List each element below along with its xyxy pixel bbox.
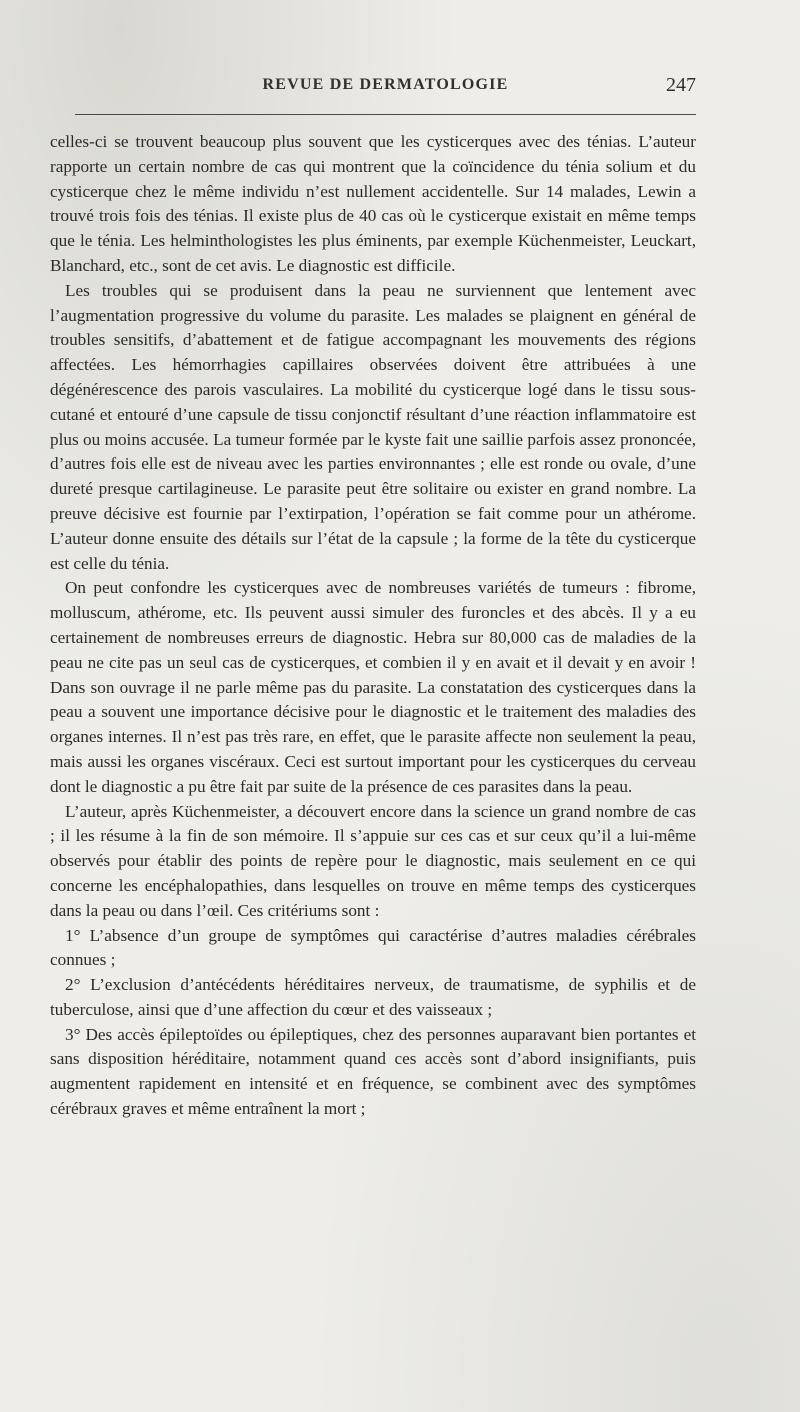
paragraph-continuation: celles-ci se trouvent beaucoup plus souvent que les cysticerques avec des ténias. L’auteur rapporte un certain nombre de cas qui montrent que la coïncidence du ténia solium et du cysticerque chez le même individu n’est nullement accidentelle. Sur 14 malades, Lewin a trouvé trois fois des ténias. Il existe plus de 40 cas où le cysticerque existait en même temps que le ténia. Les helminthologistes les plus éminents, par exemple Küchenmeister, Leuckart, Blanchard, etc., sont de cet avis. Le diagnostic est difficile. (50, 132, 696, 275)
body-text (50, 130, 696, 1122)
header-rule (75, 114, 696, 115)
running-title: REVUE DE DERMATOLOGIE (262, 76, 509, 93)
paragraph: L’auteur, après Küchenmeister, a découvert encore dans la science un grand nombre de cas ; il les résume à la fin de son mémoire. Il s’appuie sur ces cas et sur ceux qu’il a lui-même observés pour établir des points de repère pour le diagnostic, mais seulement en ce qui concerne les encéphalopathies, dans lesquelles on trouve en même temps des cysticerques dans la peau ou dans l’œil. Ces critériums sont : (50, 801, 696, 920)
paragraph: Les troubles qui se produisent dans la peau ne surviennent que lentement avec l’augmentation progressive du volume du parasite. Les malades se plaignent en général de troubles sensitifs, d’abattement et de fatigue accompagnant les mouvements des régions affectées. Les hémorrhagies capillaires observées doivent être attribuées à une dégénérescence des parois vasculaires. La mobilité du cysticerque logé dans le tissu sous-cutané et entouré d’une capsule de tissu conjonctif résultant d’une réaction inflammatoire est plus ou moins accusée. La tumeur formée par le kyste fait une saillie parfois assez prononcée, d’autres fois elle est de niveau avec les parties environnantes ; elle est ronde ou ovale, d’une dureté presque cartilagineuse. Le parasite peut être solitaire ou exister en grand nombre. La preuve décisive est fournie par l’extirpation, l’opération se fait comme pour un athérome. L’auteur donne ensuite des détails sur l’état de la capsule ; la forme de la tête du cysticerque est celle du ténia. (50, 280, 696, 573)
criterion-item: 1° L’absence d’un groupe de symptômes qui caractérise d’autres maladies cérébrales connues ; (50, 925, 696, 970)
paragraph: On peut confondre les cysticerques avec de nombreuses variétés de tumeurs : fibrome, molluscum, athérome, etc. Ils peuvent aussi simuler des furoncles et des abcès. Il y a eu certainement de nombreuses erreurs de diagnostic. Hebra sur 80,000 cas de maladies de la peau ne cite pas un seul cas de cysticerques, et combien il y en avait et il devait y en avoir ! Dans son ouvrage il ne parle même pas du parasite. La constatation des cysticerques dans la peau a souvent une importance décisive pour le diagnostic et le traitement des maladies des organes internes. Il n’est pas très rare, en effet, que le parasite affecte non seulement la peau, mais aussi les organes viscéraux. Ceci est surtout important pour les cysticerques du cerveau dont le diagnostic a pu être fait par suite de la présence de ces parasites dans la peau. (50, 578, 696, 796)
page-header (75, 76, 696, 102)
criterion-item: 3° Des accès épileptoïdes ou épileptiques, chez des personnes auparavant bien portantes et sans disposition héréditaire, notamment quand ces accès sont d’abord insignifiants, puis augmentent rapidement en intensité et en fréquence, se combinent avec des symptômes cérébraux graves et même entraînent la mort ; (50, 1024, 696, 1119)
page-number: 247 (666, 74, 696, 96)
criterion-item: 2° L’exclusion d’antécédents héréditaires nerveux, de traumatisme, de syphilis et de tuberculose, ainsi que d’une affection du cœur et des vaisseaux ; (50, 975, 696, 1019)
